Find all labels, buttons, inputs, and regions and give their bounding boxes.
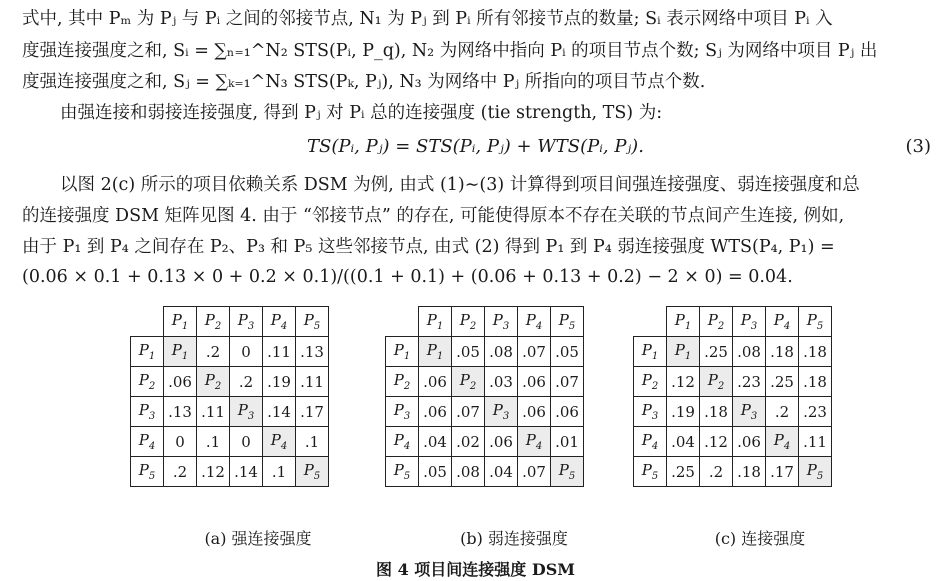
equation-number: (3) [905,136,931,157]
value-cell: .12 [197,457,230,487]
column-header: $P_3$ [485,307,518,337]
column-header: $P_1$ [667,307,700,337]
table-row [386,427,584,457]
row-header: $P_4$ [131,427,164,457]
value-cell: .14 [230,457,263,487]
value-cell: .06 [164,367,197,397]
row-header: $P_2$ [131,367,164,397]
value-cell: 0 [230,337,263,367]
diagonal-cell: $P_2$ [700,367,733,397]
table-row [634,457,832,487]
value-cell: .2 [700,457,733,487]
row-header: $P_1$ [131,337,164,367]
table-row [131,367,329,397]
text-line: 以图 2(c) 所示的项目依赖关系 DSM 为例, 由式 (1)∼(3) 计算得到项目间强连接强度、弱连接强度和总 [60,175,860,195]
value-cell: .18 [799,367,832,397]
value-cell: .11 [197,397,230,427]
value-cell: .06 [518,367,551,397]
column-header: $P_2$ [700,307,733,337]
value-cell: .23 [733,367,766,397]
value-cell: .11 [296,367,329,397]
value-cell: .06 [485,427,518,457]
diagonal-cell: $P_4$ [263,427,296,457]
column-header: $P_2$ [452,307,485,337]
value-cell: .19 [667,397,700,427]
row-header: $P_5$ [386,457,419,487]
table-row [386,397,584,427]
diagonal-cell: $P_5$ [296,457,329,487]
column-header: $P_1$ [164,307,197,337]
column-header: $P_2$ [197,307,230,337]
table-row [634,397,832,427]
diagonal-cell: $P_1$ [164,337,197,367]
text-line: 由于 P₁ 到 P₄ 之间存在 P₂、P₃ 和 P₅ 这些邻接节点, 由式 (2) 得到 P₁ 到 P₄ 弱连接强度 WTS(P₄, P₁) = [22,237,835,257]
value-cell: .01 [551,427,584,457]
value-cell: .04 [485,457,518,487]
value-cell: .07 [518,337,551,367]
value-cell: .12 [667,367,700,397]
column-header: $P_1$ [419,307,452,337]
diagonal-cell: $P_2$ [452,367,485,397]
value-cell: .07 [452,397,485,427]
text-line: (0.06 × 0.1 + 0.13 × 0 + 0.2 × 0.1)/((0.1 + 0.1) + (0.06 + 0.13 + 0.2) − 2 × 0) = 0.04. [22,267,793,287]
row-header: $P_5$ [131,457,164,487]
row-header: $P_1$ [634,337,667,367]
dsm-table-weak [385,306,584,487]
caption-c: (c) 连接强度 [714,529,806,548]
row-header: $P_2$ [634,367,667,397]
figure-title: 图 4 项目间连接强度 DSM [376,560,575,579]
value-cell: .1 [263,457,296,487]
value-cell: .04 [419,427,452,457]
value-cell: .06 [551,397,584,427]
value-cell: .06 [419,367,452,397]
column-header: $P_3$ [733,307,766,337]
value-cell: .08 [733,337,766,367]
value-cell: .25 [667,457,700,487]
text-line: 度强连接强度之和, Sⱼ = ∑ₖ₌₁^N₃ STS(Pₖ, Pⱼ), N₃ 为网络中 Pⱼ 所指向的项目节点个数. [22,72,706,92]
row-header: $P_1$ [386,337,419,367]
diagonal-cell: $P_4$ [518,427,551,457]
text-line: 由强连接和弱接连接强度, 得到 Pⱼ 对 Pᵢ 总的连接强度 (tie strength, TS) 为: [60,103,663,123]
value-cell: .05 [452,337,485,367]
diagonal-cell: $P_1$ [419,337,452,367]
text-line: 的连接强度 DSM 矩阵见图 4. 由于 “邻接节点” 的存在, 可能使得原本不存在关联的节点间产生连接, 例如, [22,206,845,226]
row-header: $P_3$ [634,397,667,427]
value-cell: .19 [263,367,296,397]
corner-cell [386,307,419,337]
value-cell: .2 [197,337,230,367]
value-cell: .13 [164,397,197,427]
value-cell: .2 [164,457,197,487]
column-header: $P_5$ [551,307,584,337]
figure-4 [0,306,951,506]
value-cell: .1 [197,427,230,457]
table-row [386,457,584,487]
diagonal-cell: $P_3$ [485,397,518,427]
table-row [131,457,329,487]
column-header: $P_4$ [518,307,551,337]
caption-a: (a) 强连接强度 [204,529,312,548]
column-header: $P_5$ [296,307,329,337]
value-cell: .23 [799,397,832,427]
value-cell: .2 [230,367,263,397]
value-cell: .17 [766,457,799,487]
value-cell: .07 [551,367,584,397]
dsm-table-strong [130,306,329,487]
row-header: $P_2$ [386,367,419,397]
value-cell: .06 [733,427,766,457]
value-cell: .06 [518,397,551,427]
value-cell: .04 [667,427,700,457]
value-cell: .02 [452,427,485,457]
value-cell: .05 [551,337,584,367]
table-row [634,337,832,367]
diagonal-cell: $P_3$ [733,397,766,427]
value-cell: 0 [230,427,263,457]
diagonal-cell: $P_3$ [230,397,263,427]
row-header: $P_5$ [634,457,667,487]
column-header: $P_4$ [263,307,296,337]
value-cell: .08 [452,457,485,487]
value-cell: .05 [419,457,452,487]
value-cell: .06 [419,397,452,427]
value-cell: .07 [518,457,551,487]
row-header: $P_3$ [131,397,164,427]
table-row [131,427,329,457]
value-cell: .17 [296,397,329,427]
diagonal-cell: $P_1$ [667,337,700,367]
value-cell: .18 [733,457,766,487]
row-header: $P_4$ [634,427,667,457]
table-row [386,337,584,367]
column-header: $P_4$ [766,307,799,337]
row-header: $P_4$ [386,427,419,457]
value-cell: .25 [766,367,799,397]
value-cell: .18 [799,337,832,367]
value-cell: 0 [164,427,197,457]
table-row [131,337,329,367]
value-cell: .03 [485,367,518,397]
diagonal-cell: $P_2$ [197,367,230,397]
column-header: $P_3$ [230,307,263,337]
value-cell: .14 [263,397,296,427]
value-cell: .2 [766,397,799,427]
table-row [634,367,832,397]
value-cell: .11 [263,337,296,367]
diagonal-cell: $P_4$ [766,427,799,457]
value-cell: .08 [485,337,518,367]
equation-3: TS(Pᵢ, Pⱼ) = STS(Pᵢ, Pⱼ) + WTS(Pᵢ, Pⱼ). [307,136,644,157]
corner-cell [634,307,667,337]
value-cell: .13 [296,337,329,367]
table-row [634,427,832,457]
corner-cell [131,307,164,337]
text-line: 度强连接强度之和, Sᵢ = ∑ₙ₌₁^N₂ STS(Pᵢ, P_q), N₂ 为网络中指向 Pᵢ 的项目节点个数; Sⱼ 为网络中项目 Pⱼ 出 [22,41,878,61]
column-header: $P_5$ [799,307,832,337]
row-header: $P_3$ [386,397,419,427]
value-cell: .18 [700,397,733,427]
value-cell: .11 [799,427,832,457]
value-cell: .1 [296,427,329,457]
value-cell: .12 [700,427,733,457]
diagonal-cell: $P_5$ [551,457,584,487]
dsm-table-total [633,306,832,487]
value-cell: .25 [700,337,733,367]
table-row [386,367,584,397]
caption-b: (b) 弱连接强度 [460,529,568,548]
table-row [131,397,329,427]
diagonal-cell: $P_5$ [799,457,832,487]
value-cell: .18 [766,337,799,367]
text-line: 式中, 其中 Pₘ 为 Pⱼ 与 Pᵢ 之间的邻接节点, N₁ 为 Pⱼ 到 Pᵢ 所有邻接节点的数量; Sᵢ 表示网络中项目 Pᵢ 入 [22,9,833,29]
